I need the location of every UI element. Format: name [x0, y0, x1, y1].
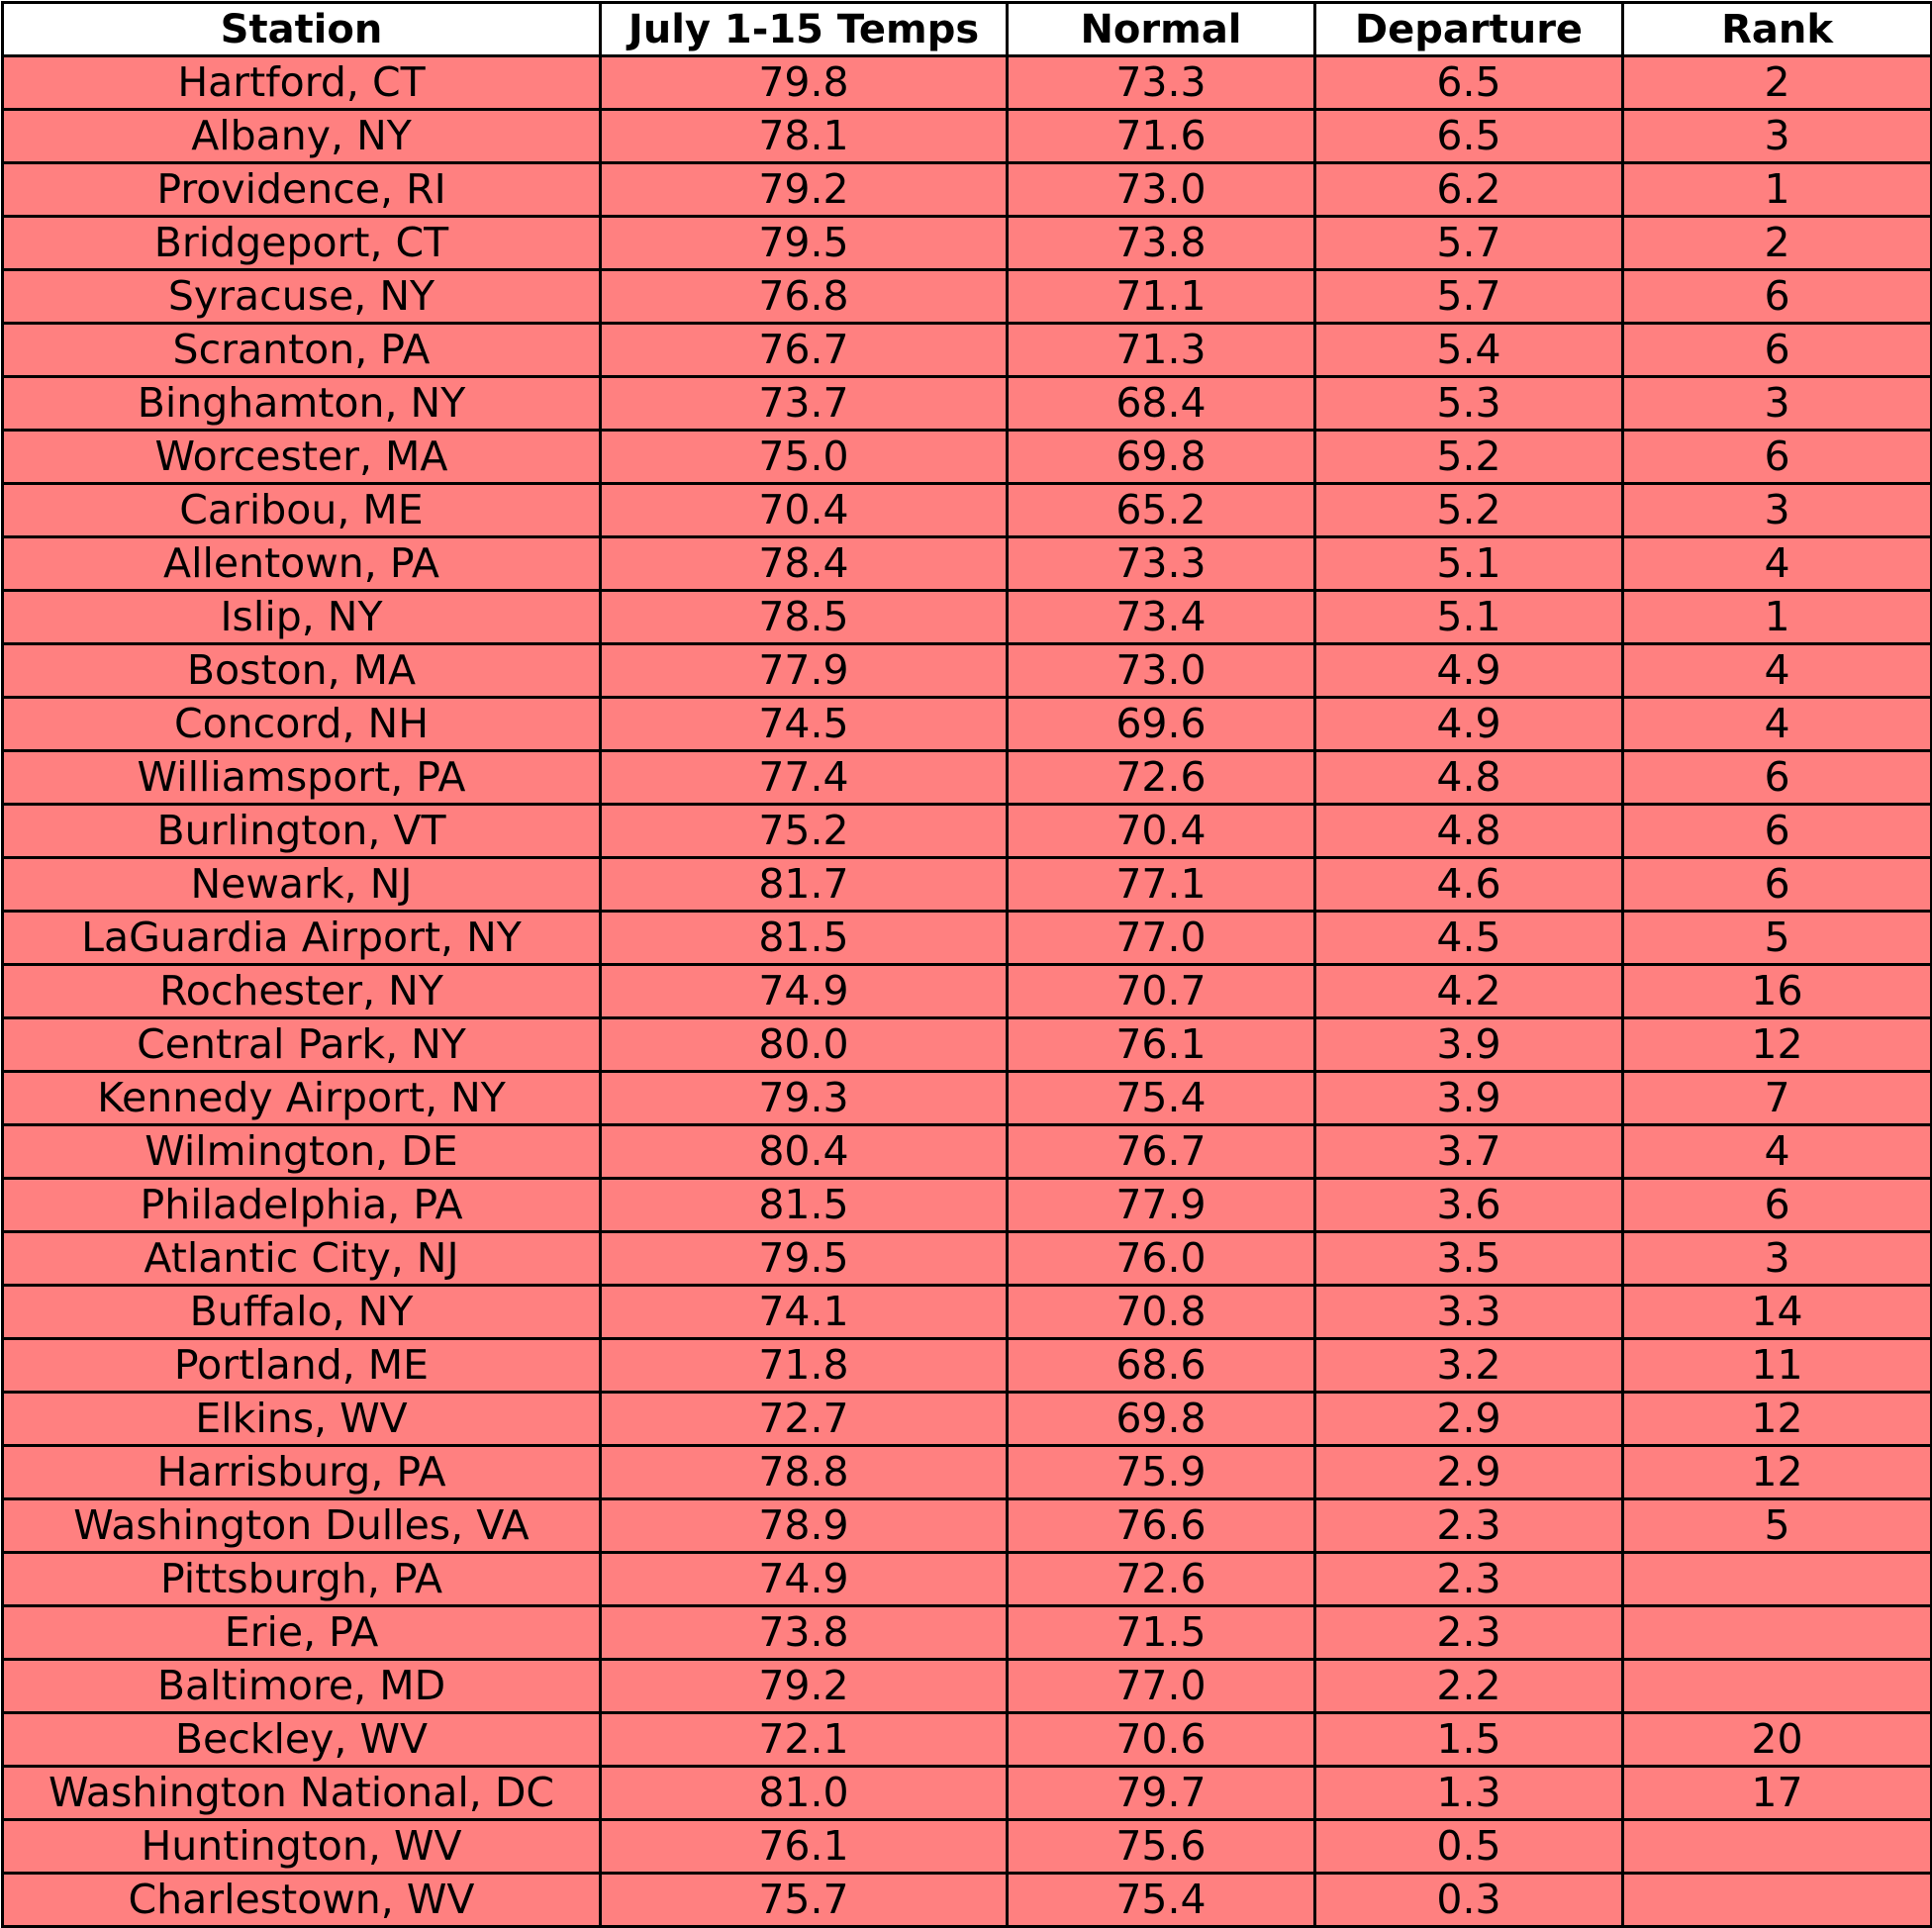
station-cell: Central Park, NY — [3, 1018, 601, 1072]
departure-cell: 1.5 — [1315, 1713, 1623, 1767]
table-row — [3, 591, 1932, 644]
departure-cell: 3.3 — [1315, 1286, 1623, 1339]
july-temps-cell: 79.5 — [601, 217, 1008, 270]
normal-cell: 70.8 — [1008, 1286, 1315, 1339]
departure-cell: 5.4 — [1315, 324, 1623, 377]
departure-cell: 5.2 — [1315, 431, 1623, 484]
header-normal: Normal — [1008, 3, 1315, 56]
station-cell: Erie, PA — [3, 1606, 601, 1660]
table-row — [3, 1393, 1932, 1446]
july-temps-cell: 80.0 — [601, 1018, 1008, 1072]
normal-cell: 69.6 — [1008, 698, 1315, 751]
july-temps-cell: 75.7 — [601, 1874, 1008, 1927]
station-cell: Elkins, WV — [3, 1393, 601, 1446]
rank-cell: 6 — [1623, 858, 1932, 912]
rank-cell: 12 — [1623, 1446, 1932, 1499]
rank-cell: 4 — [1623, 1125, 1932, 1179]
july-temps-cell: 75.2 — [601, 805, 1008, 858]
header-row — [3, 3, 1932, 56]
july-temps-cell: 72.7 — [601, 1393, 1008, 1446]
rank-cell — [1623, 1553, 1932, 1606]
normal-cell: 73.4 — [1008, 591, 1315, 644]
july-temps-cell: 78.1 — [601, 110, 1008, 163]
rank-cell — [1623, 1820, 1932, 1874]
normal-cell: 73.3 — [1008, 537, 1315, 591]
normal-cell: 73.3 — [1008, 56, 1315, 110]
rank-cell: 6 — [1623, 805, 1932, 858]
july-temps-cell: 78.5 — [601, 591, 1008, 644]
normal-cell: 76.6 — [1008, 1499, 1315, 1553]
departure-cell: 5.3 — [1315, 377, 1623, 431]
station-cell: Bridgeport, CT — [3, 217, 601, 270]
table-row — [3, 537, 1932, 591]
rank-cell: 7 — [1623, 1072, 1932, 1125]
july-temps-cell: 74.1 — [601, 1286, 1008, 1339]
table-row — [3, 484, 1932, 537]
rank-cell: 6 — [1623, 1179, 1932, 1232]
station-cell: Burlington, VT — [3, 805, 601, 858]
rank-cell: 3 — [1623, 1232, 1932, 1286]
rank-cell: 14 — [1623, 1286, 1932, 1339]
station-cell: Scranton, PA — [3, 324, 601, 377]
july-temps-cell: 79.8 — [601, 56, 1008, 110]
table-row — [3, 377, 1932, 431]
table-row — [3, 698, 1932, 751]
departure-cell: 4.8 — [1315, 805, 1623, 858]
station-cell: Providence, RI — [3, 163, 601, 217]
station-cell: Baltimore, MD — [3, 1660, 601, 1713]
station-cell: Binghamton, NY — [3, 377, 601, 431]
station-cell: LaGuardia Airport, NY — [3, 912, 601, 965]
station-cell: Atlantic City, NJ — [3, 1232, 601, 1286]
station-cell: Syracuse, NY — [3, 270, 601, 324]
july-temps-cell: 76.7 — [601, 324, 1008, 377]
departure-cell: 4.6 — [1315, 858, 1623, 912]
table-row — [3, 751, 1932, 805]
station-cell: Boston, MA — [3, 644, 601, 698]
normal-cell: 77.1 — [1008, 858, 1315, 912]
normal-cell: 77.0 — [1008, 912, 1315, 965]
rank-cell: 5 — [1623, 912, 1932, 965]
station-cell: Kennedy Airport, NY — [3, 1072, 601, 1125]
rank-cell — [1623, 1606, 1932, 1660]
normal-cell: 70.7 — [1008, 965, 1315, 1018]
normal-cell: 70.6 — [1008, 1713, 1315, 1767]
table-row — [3, 217, 1932, 270]
station-cell: Caribou, ME — [3, 484, 601, 537]
rank-cell: 6 — [1623, 324, 1932, 377]
normal-cell: 76.0 — [1008, 1232, 1315, 1286]
july-temps-cell: 76.1 — [601, 1820, 1008, 1874]
normal-cell: 71.1 — [1008, 270, 1315, 324]
table-row — [3, 1606, 1932, 1660]
station-cell: Buffalo, NY — [3, 1286, 601, 1339]
rank-cell: 6 — [1623, 431, 1932, 484]
july-temps-cell: 77.4 — [601, 751, 1008, 805]
july-temps-cell: 78.4 — [601, 537, 1008, 591]
departure-cell: 3.6 — [1315, 1179, 1623, 1232]
july-temps-cell: 79.2 — [601, 1660, 1008, 1713]
departure-cell: 6.5 — [1315, 110, 1623, 163]
table-row — [3, 1553, 1932, 1606]
station-cell: Hartford, CT — [3, 56, 601, 110]
normal-cell: 75.9 — [1008, 1446, 1315, 1499]
departure-cell: 6.2 — [1315, 163, 1623, 217]
table-body — [3, 56, 1932, 1927]
july-temps-cell: 81.7 — [601, 858, 1008, 912]
rank-cell: 3 — [1623, 110, 1932, 163]
july-temps-cell: 78.9 — [601, 1499, 1008, 1553]
normal-cell: 79.7 — [1008, 1767, 1315, 1820]
table-row — [3, 1339, 1932, 1393]
departure-cell: 2.3 — [1315, 1553, 1623, 1606]
july-temps-cell: 71.8 — [601, 1339, 1008, 1393]
station-cell: Wilmington, DE — [3, 1125, 601, 1179]
july-temps-cell: 78.8 — [601, 1446, 1008, 1499]
july-temps-cell: 81.0 — [601, 1767, 1008, 1820]
july-temps-cell: 72.1 — [601, 1713, 1008, 1767]
table-row — [3, 644, 1932, 698]
departure-cell: 4.2 — [1315, 965, 1623, 1018]
normal-cell: 68.4 — [1008, 377, 1315, 431]
july-temps-cell: 77.9 — [601, 644, 1008, 698]
departure-cell: 6.5 — [1315, 56, 1623, 110]
departure-cell: 4.9 — [1315, 698, 1623, 751]
table-row — [3, 1125, 1932, 1179]
station-cell: Charlestown, WV — [3, 1874, 601, 1927]
departure-cell: 5.1 — [1315, 591, 1623, 644]
station-cell: Beckley, WV — [3, 1713, 601, 1767]
departure-cell: 1.3 — [1315, 1767, 1623, 1820]
departure-cell: 4.8 — [1315, 751, 1623, 805]
normal-cell: 77.9 — [1008, 1179, 1315, 1232]
station-cell: Islip, NY — [3, 591, 601, 644]
table-row — [3, 1446, 1932, 1499]
rank-cell — [1623, 1874, 1932, 1927]
july-temps-cell: 70.4 — [601, 484, 1008, 537]
normal-cell: 72.6 — [1008, 1553, 1315, 1606]
table-row — [3, 1179, 1932, 1232]
departure-cell: 2.9 — [1315, 1446, 1623, 1499]
rank-cell: 2 — [1623, 56, 1932, 110]
table-row — [3, 1874, 1932, 1927]
departure-cell: 5.1 — [1315, 537, 1623, 591]
july-temps-cell: 74.9 — [601, 965, 1008, 1018]
departure-cell: 2.2 — [1315, 1660, 1623, 1713]
normal-cell: 69.8 — [1008, 431, 1315, 484]
normal-cell: 75.4 — [1008, 1874, 1315, 1927]
july-temps-cell: 79.2 — [601, 163, 1008, 217]
departure-cell: 3.7 — [1315, 1125, 1623, 1179]
station-cell: Huntington, WV — [3, 1820, 601, 1874]
rank-cell: 1 — [1623, 591, 1932, 644]
table-row — [3, 1232, 1932, 1286]
july-temps-cell: 76.8 — [601, 270, 1008, 324]
normal-cell: 75.4 — [1008, 1072, 1315, 1125]
normal-cell: 76.7 — [1008, 1125, 1315, 1179]
rank-cell: 6 — [1623, 270, 1932, 324]
normal-cell: 68.6 — [1008, 1339, 1315, 1393]
normal-cell: 75.6 — [1008, 1820, 1315, 1874]
station-cell: Allentown, PA — [3, 537, 601, 591]
station-cell: Albany, NY — [3, 110, 601, 163]
table-row — [3, 1820, 1932, 1874]
table-row — [3, 324, 1932, 377]
departure-cell: 3.9 — [1315, 1072, 1623, 1125]
normal-cell: 65.2 — [1008, 484, 1315, 537]
departure-cell: 3.2 — [1315, 1339, 1623, 1393]
rank-cell: 12 — [1623, 1393, 1932, 1446]
rank-cell: 3 — [1623, 377, 1932, 431]
station-cell: Worcester, MA — [3, 431, 601, 484]
table-row — [3, 1767, 1932, 1820]
table-row — [3, 1713, 1932, 1767]
temperature-table — [1, 1, 1932, 1928]
normal-cell: 73.0 — [1008, 163, 1315, 217]
july-temps-cell: 75.0 — [601, 431, 1008, 484]
header-rank: Rank — [1623, 3, 1932, 56]
rank-cell: 11 — [1623, 1339, 1932, 1393]
normal-cell: 71.3 — [1008, 324, 1315, 377]
rank-cell: 20 — [1623, 1713, 1932, 1767]
table-row — [3, 1660, 1932, 1713]
station-cell: Rochester, NY — [3, 965, 601, 1018]
departure-cell: 3.5 — [1315, 1232, 1623, 1286]
rank-cell: 5 — [1623, 1499, 1932, 1553]
station-cell: Washington Dulles, VA — [3, 1499, 601, 1553]
normal-cell: 72.6 — [1008, 751, 1315, 805]
rank-cell: 12 — [1623, 1018, 1932, 1072]
july-temps-cell: 73.8 — [601, 1606, 1008, 1660]
station-cell: Pittsburgh, PA — [3, 1553, 601, 1606]
rank-cell: 1 — [1623, 163, 1932, 217]
station-cell: Harrisburg, PA — [3, 1446, 601, 1499]
station-cell: Newark, NJ — [3, 858, 601, 912]
rank-cell: 16 — [1623, 965, 1932, 1018]
header-july-temps: July 1-15 Temps — [601, 3, 1008, 56]
station-cell: Concord, NH — [3, 698, 601, 751]
july-temps-cell: 74.9 — [601, 1553, 1008, 1606]
departure-cell: 0.5 — [1315, 1820, 1623, 1874]
table-header — [3, 3, 1932, 56]
station-cell: Portland, ME — [3, 1339, 601, 1393]
station-cell: Philadelphia, PA — [3, 1179, 601, 1232]
departure-cell: 0.3 — [1315, 1874, 1623, 1927]
table-row — [3, 1072, 1932, 1125]
normal-cell: 69.8 — [1008, 1393, 1315, 1446]
departure-cell: 4.5 — [1315, 912, 1623, 965]
july-temps-cell: 81.5 — [601, 912, 1008, 965]
july-temps-cell: 79.3 — [601, 1072, 1008, 1125]
normal-cell: 70.4 — [1008, 805, 1315, 858]
header-station: Station — [3, 3, 601, 56]
station-cell: Washington National, DC — [3, 1767, 601, 1820]
departure-cell: 5.2 — [1315, 484, 1623, 537]
table-row — [3, 56, 1932, 110]
normal-cell: 71.5 — [1008, 1606, 1315, 1660]
rank-cell: 4 — [1623, 644, 1932, 698]
table-row — [3, 1018, 1932, 1072]
departure-cell: 5.7 — [1315, 217, 1623, 270]
normal-cell: 71.6 — [1008, 110, 1315, 163]
table-row — [3, 270, 1932, 324]
rank-cell: 2 — [1623, 217, 1932, 270]
table-row — [3, 805, 1932, 858]
normal-cell: 77.0 — [1008, 1660, 1315, 1713]
rank-cell: 4 — [1623, 537, 1932, 591]
header-departure: Departure — [1315, 3, 1623, 56]
table-row — [3, 965, 1932, 1018]
july-temps-cell: 74.5 — [601, 698, 1008, 751]
july-temps-cell: 81.5 — [601, 1179, 1008, 1232]
rank-cell: 4 — [1623, 698, 1932, 751]
normal-cell: 73.8 — [1008, 217, 1315, 270]
normal-cell: 76.1 — [1008, 1018, 1315, 1072]
station-cell: Williamsport, PA — [3, 751, 601, 805]
departure-cell: 2.3 — [1315, 1606, 1623, 1660]
table-row — [3, 912, 1932, 965]
departure-cell: 5.7 — [1315, 270, 1623, 324]
departure-cell: 4.9 — [1315, 644, 1623, 698]
departure-cell: 2.3 — [1315, 1499, 1623, 1553]
july-temps-cell: 80.4 — [601, 1125, 1008, 1179]
rank-cell — [1623, 1660, 1932, 1713]
table-row — [3, 110, 1932, 163]
july-temps-cell: 73.7 — [601, 377, 1008, 431]
table-row — [3, 431, 1932, 484]
normal-cell: 73.0 — [1008, 644, 1315, 698]
rank-cell: 17 — [1623, 1767, 1932, 1820]
table-row — [3, 858, 1932, 912]
table-row — [3, 163, 1932, 217]
table-row — [3, 1499, 1932, 1553]
rank-cell: 6 — [1623, 751, 1932, 805]
july-temps-cell: 79.5 — [601, 1232, 1008, 1286]
departure-cell: 2.9 — [1315, 1393, 1623, 1446]
table-row — [3, 1286, 1932, 1339]
rank-cell: 3 — [1623, 484, 1932, 537]
departure-cell: 3.9 — [1315, 1018, 1623, 1072]
